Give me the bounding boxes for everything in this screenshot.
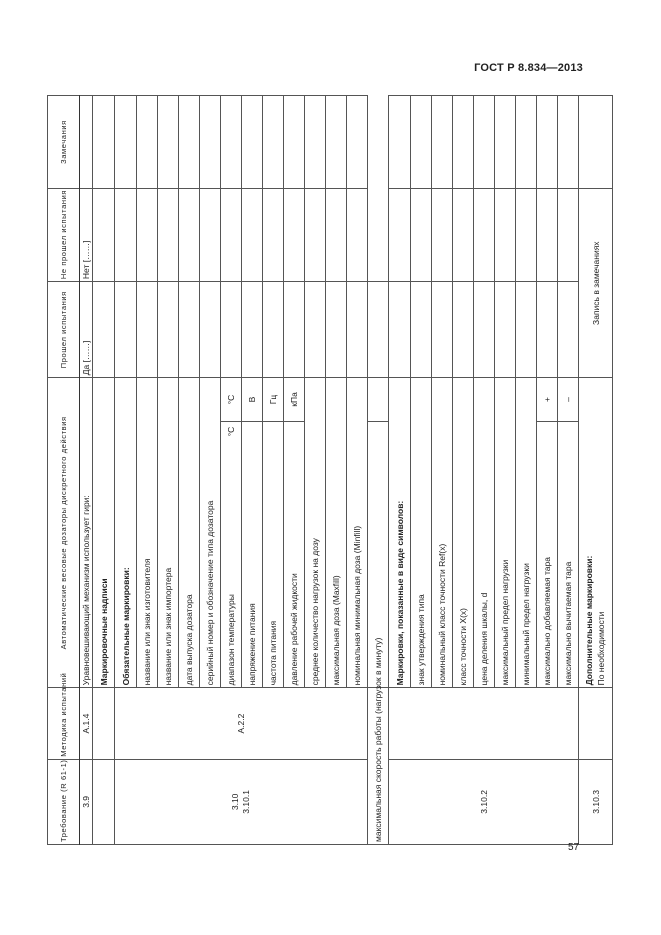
passed-cell	[558, 282, 579, 378]
passed-cell	[263, 282, 284, 378]
passed-cell	[516, 282, 537, 378]
passed-cell	[284, 282, 305, 378]
failed-cell	[368, 378, 389, 421]
passed-cell	[411, 282, 432, 378]
remarks-cell	[389, 96, 411, 189]
remarks-cell	[411, 96, 432, 189]
failed-cell	[93, 189, 115, 282]
remarks-cell	[495, 96, 516, 189]
row-text: минимальный предел нагрузки	[516, 378, 537, 688]
remarks-cell	[284, 96, 305, 189]
inspection-table-frame	[47, 95, 606, 845]
row-text: среднее количество нагрузок на дозу	[305, 378, 326, 688]
remarks-cell	[347, 96, 368, 189]
req-cell	[93, 759, 115, 844]
sign-cell: +	[537, 378, 558, 421]
req-cell-3-10-2: 3.10.2	[389, 759, 579, 844]
table-row	[115, 96, 137, 845]
remarks-cell	[326, 96, 347, 189]
header-row	[48, 96, 80, 845]
row-text: знак утверждения типа	[411, 378, 432, 688]
passed-cell	[179, 282, 200, 378]
passed-cell	[537, 282, 558, 378]
failed-cell	[389, 189, 411, 282]
note-cell: Запись в замечаниях	[579, 189, 613, 378]
passed-cell	[137, 282, 158, 378]
failed-cell	[200, 189, 221, 282]
failed-cell	[179, 189, 200, 282]
unit-cell: кПа	[284, 378, 305, 421]
passed-cell	[115, 282, 137, 378]
passed-cell	[495, 282, 516, 378]
passed-cell	[305, 282, 326, 378]
remarks-cell	[200, 96, 221, 189]
req-cell-3-10	[115, 759, 368, 844]
passed-cell	[158, 282, 179, 378]
unit-cell: Гц	[263, 378, 284, 421]
col-header-method: Методика испытаний	[48, 688, 80, 759]
section-title: Дополнительные маркировки:	[584, 555, 595, 686]
sign-cell: –	[558, 378, 579, 421]
inspection-table	[47, 95, 613, 845]
remarks-cell	[242, 96, 263, 189]
row-text: напряжение питания	[242, 421, 263, 688]
remarks-cell	[537, 96, 558, 189]
remarks-cell	[221, 96, 242, 189]
method-cell: А.1.4	[80, 688, 93, 759]
page-number: 57	[568, 842, 580, 853]
section-title: Обязательные маркировки:	[115, 378, 137, 688]
failed-cell	[263, 189, 284, 282]
remarks-cell	[474, 96, 495, 189]
remarks-cell	[93, 96, 115, 189]
row-text: максимальный предел нагрузки	[495, 378, 516, 688]
row-text	[221, 421, 242, 688]
section-title: Маркировочные надписи	[93, 378, 115, 688]
row-text: название или знак изготовителя	[137, 378, 158, 688]
req-cell: 3.9	[80, 759, 93, 844]
row-text: максимально вычитаемая тара	[558, 421, 579, 688]
req-value: 3.10.1	[241, 790, 251, 814]
row-subtext: По необходимости	[595, 611, 606, 686]
failed-cell	[558, 189, 579, 282]
passed-cell	[474, 282, 495, 378]
failed-cell	[284, 189, 305, 282]
passed-cell	[347, 282, 368, 378]
failed-cell	[474, 189, 495, 282]
table-row	[80, 96, 93, 845]
row-text: название или знак импортера	[158, 378, 179, 688]
remarks-cell	[263, 96, 284, 189]
passed-cell	[326, 282, 347, 378]
unit-cell: В	[242, 378, 263, 421]
row-text: максимально добавляемая тара	[537, 421, 558, 688]
unit-label: °С	[226, 426, 236, 437]
method-cell	[579, 688, 613, 759]
passed-cell: Да [……]	[80, 282, 93, 378]
failed-cell	[221, 189, 242, 282]
row-text: номинальная минимальная доза (Minfill)	[347, 378, 368, 688]
col-header-remarks: Замечания	[48, 96, 80, 189]
section-title: Маркировки, показанные в виде символов:	[389, 378, 411, 688]
row-text	[579, 378, 613, 688]
failed-cell	[453, 189, 474, 282]
failed-cell	[537, 189, 558, 282]
row-text: цена деления шкалы, d	[474, 378, 495, 688]
row-text: давление рабочей жидкости	[284, 421, 305, 688]
row-text: частота питания	[263, 421, 284, 688]
table-row	[368, 96, 389, 845]
row-text: Уравновешивающий механизм использует гири:	[80, 378, 93, 688]
passed-cell	[389, 282, 411, 378]
failed-cell	[495, 189, 516, 282]
failed-cell	[137, 189, 158, 282]
remarks-cell	[432, 96, 453, 189]
remarks-cell	[305, 96, 326, 189]
row-text: максимальная скорость работы (нагрузок в минуту)	[368, 688, 389, 845]
req-value: 3.10	[229, 793, 240, 811]
remarks-cell	[80, 96, 93, 189]
remarks-cell	[579, 96, 613, 189]
table-row	[93, 96, 115, 845]
row-text: максимальная доза (Maxfill)	[326, 378, 347, 688]
method-cell-a22: А.2.2	[115, 688, 368, 759]
col-header-description: Автоматические весовые дозаторы дискретного действия	[48, 378, 80, 688]
remarks-cell	[179, 96, 200, 189]
passed-cell	[242, 282, 263, 378]
passed-cell	[221, 282, 242, 378]
table-row	[389, 96, 411, 845]
remarks-cell	[137, 96, 158, 189]
table-row	[579, 96, 613, 845]
row-text: дата выпуска дозатора	[179, 378, 200, 688]
row-text: номинальный класс точности Ref(x)	[432, 378, 453, 688]
failed-cell	[158, 189, 179, 282]
row-label: диапазон температуры	[226, 594, 236, 686]
unit-cell: °С	[221, 378, 242, 421]
remarks-cell	[516, 96, 537, 189]
method-cell	[93, 688, 115, 759]
remarks-cell	[453, 96, 474, 189]
remarks-cell	[558, 96, 579, 189]
passed-cell	[453, 282, 474, 378]
col-header-passed: Прошел испытания	[48, 282, 80, 378]
row-text: серийный номер и обозначение типа дозатора	[200, 378, 221, 688]
document-header: ГОСТ Р 8.834—2013	[474, 62, 583, 74]
failed-cell	[432, 189, 453, 282]
remarks-cell	[158, 96, 179, 189]
failed-cell	[326, 189, 347, 282]
passed-cell	[432, 282, 453, 378]
passed-cell	[200, 282, 221, 378]
passed-cell	[93, 282, 115, 378]
row-text: класс точности X(x)	[453, 378, 474, 688]
req-cell: 3.10.3	[579, 759, 613, 844]
failed-cell	[115, 189, 137, 282]
remarks-cell	[368, 282, 389, 378]
col-header-requirement: Требование (R 61-1)	[48, 759, 80, 844]
failed-cell	[242, 189, 263, 282]
method-cell	[389, 688, 579, 759]
failed-cell	[516, 189, 537, 282]
failed-cell	[305, 189, 326, 282]
remarks-cell	[115, 96, 137, 189]
col-header-failed: Не прошел испытания	[48, 189, 80, 282]
failed-cell: Нет [……]	[80, 189, 93, 282]
failed-cell	[411, 189, 432, 282]
failed-cell	[347, 189, 368, 282]
